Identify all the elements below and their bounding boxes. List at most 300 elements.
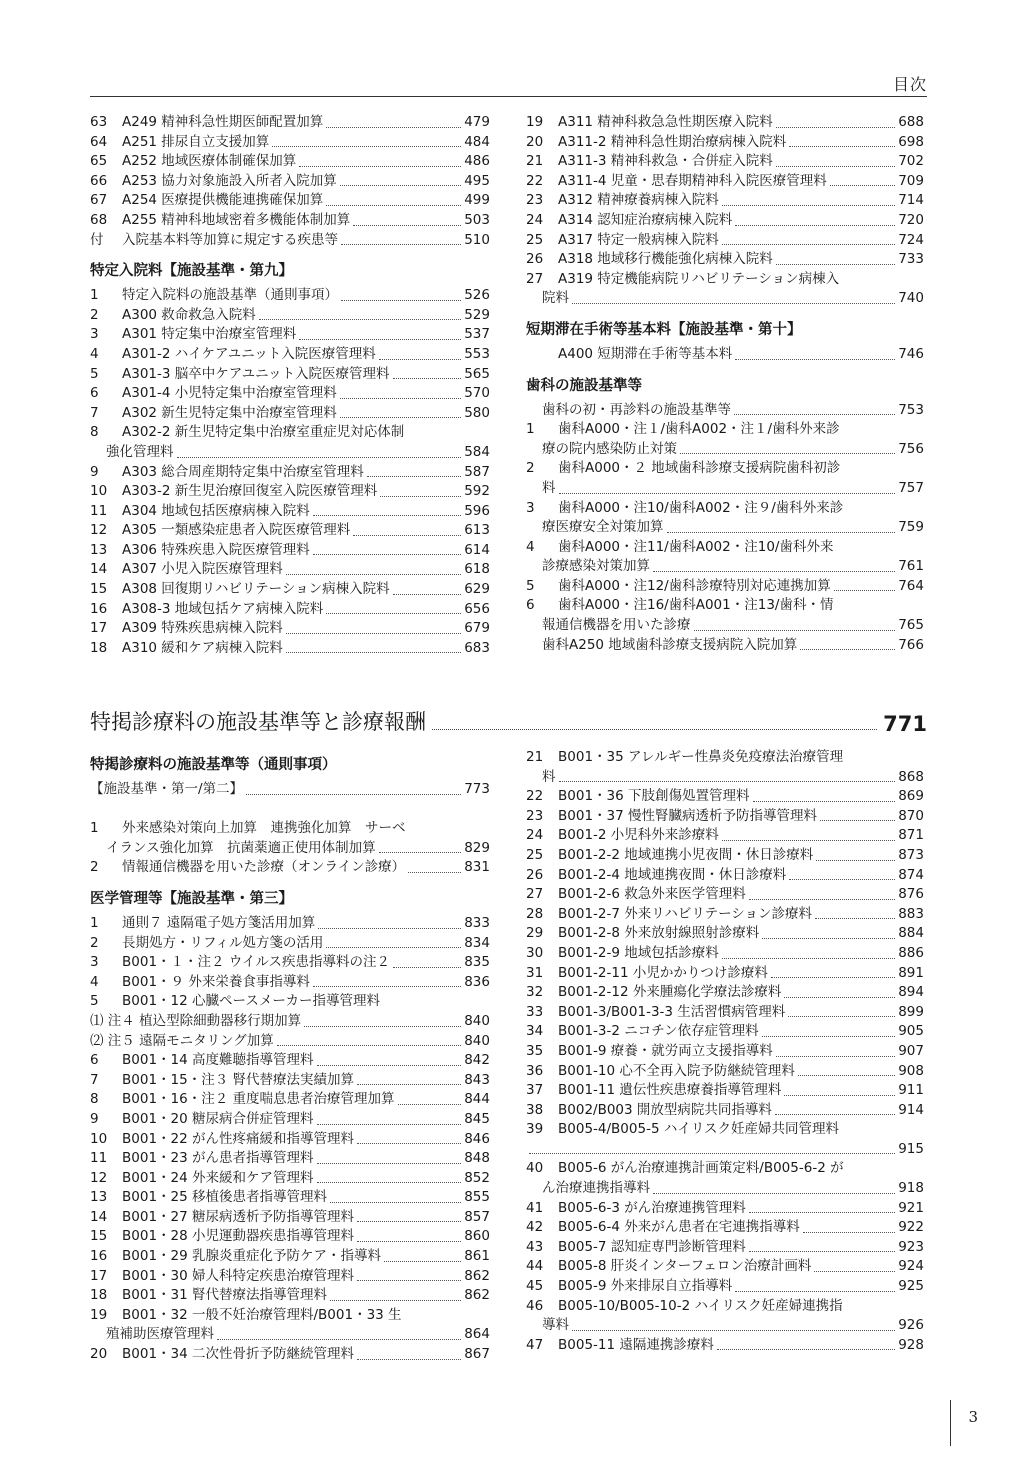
entry-number: 17 — [90, 620, 108, 637]
entry-title: B001・12 心臓ペースメーカー指導管理料 — [122, 993, 381, 1010]
entry-title: B001・34 二次性骨折予防継続管理料 — [122, 1346, 354, 1363]
entry-number: 32 — [526, 984, 544, 1001]
leader-dots — [776, 166, 895, 167]
leader-dots — [277, 1045, 461, 1046]
entry-title: B001-10 心不全再入院予防継続管理料 — [558, 1062, 795, 1079]
entry-title: 診療感染対策加算 — [542, 558, 650, 575]
entry-title: B001・36 下肢創傷処置管理料 — [558, 788, 750, 805]
entry-page: 587 — [464, 463, 490, 480]
entry-title: 歯科A000・注11/歯科A002・注10/歯科外来 — [558, 538, 834, 555]
toc-entry — [90, 819, 490, 839]
entry-title: B001・32 一般不妊治療管理料/B001・33 生 — [122, 1306, 402, 1323]
leader-dots — [559, 493, 896, 494]
header-rule — [90, 96, 927, 97]
leader-dots — [384, 1261, 461, 1262]
entry-title: 歯科A000・注１/歯科A002・注１/歯科外来診 — [558, 421, 840, 438]
toc-entry — [90, 443, 490, 463]
toc-entry — [90, 934, 490, 954]
entry-number: 19 — [90, 1306, 108, 1323]
toc-entry — [526, 1022, 924, 1042]
entry-page: 861 — [464, 1248, 490, 1265]
entry-title: 歯科A000・２ 地域歯科診療支援病院歯科初診 — [558, 460, 841, 477]
entry-title: B001・14 高度難聴指導管理料 — [122, 1052, 314, 1069]
leader-dots — [304, 1026, 461, 1027]
entry-number: 41 — [526, 1199, 544, 1216]
toc-entry — [90, 1267, 490, 1287]
leader-dots — [529, 1153, 895, 1154]
toc-entry — [90, 1188, 490, 1208]
entry-number: 38 — [526, 1101, 544, 1118]
entry-number: 5 — [90, 993, 99, 1010]
entry-title: B002/B003 開放型病院共同指導料 — [558, 1101, 772, 1118]
leader-dots — [653, 1193, 895, 1194]
toc-entry — [90, 423, 490, 443]
entry-page: 764 — [898, 577, 924, 594]
entry-title: A304 地域包括医療病棟入院料 — [122, 502, 310, 519]
entry-page: 914 — [898, 1101, 924, 1118]
entry-page: 870 — [898, 807, 924, 824]
entry-number: 1 — [90, 287, 99, 304]
entry-number: 23 — [526, 807, 544, 824]
entry-page: 479 — [464, 114, 490, 130]
toc-entry — [90, 1071, 490, 1091]
toc-entry — [526, 1081, 924, 1101]
entry-title: A314 認知症治療病棟入院料 — [558, 211, 733, 228]
entry-number: 28 — [526, 905, 544, 922]
entry-number: 35 — [526, 1042, 544, 1059]
toc-entry — [90, 1090, 490, 1110]
toc-entry — [90, 1325, 490, 1345]
toc-entry — [526, 191, 924, 211]
toc-entry — [526, 1179, 924, 1199]
entry-title: B001-2-11 小児かかりつけ診療料 — [558, 964, 768, 981]
toc-entry — [526, 152, 924, 172]
leader-dots — [177, 457, 462, 458]
entry-page: 495 — [464, 172, 490, 189]
entry-title: B001・27 糖尿病透析予防指導管理料 — [122, 1208, 354, 1225]
entry-page: 831 — [464, 859, 490, 876]
leader-dots — [299, 166, 461, 167]
entry-title: B001・23 がん患者指導管理料 — [122, 1150, 314, 1167]
entry-page: 911 — [898, 1082, 924, 1099]
leader-dots — [776, 264, 895, 265]
entry-page: 907 — [898, 1042, 924, 1059]
entry-number: 12 — [90, 1169, 108, 1186]
entry-page: 702 — [898, 153, 924, 170]
entry-number: 7 — [90, 404, 99, 421]
leader-dots — [299, 339, 461, 340]
toc-entry — [90, 133, 490, 153]
toc-entry — [526, 768, 924, 788]
toc-column-2-left — [90, 744, 490, 1365]
entry-title: A318 地域移行機能強化病棟入院料 — [558, 251, 773, 268]
entry-number: 16 — [90, 1248, 108, 1265]
entry-page: 883 — [898, 905, 924, 922]
entry-page: 894 — [898, 984, 924, 1001]
entry-title: B001・24 外来緩和ケア管理料 — [122, 1169, 314, 1186]
entry-page: 840 — [464, 1032, 490, 1049]
entry-page: 848 — [464, 1150, 490, 1167]
toc-entry — [90, 953, 490, 973]
toc-entry — [526, 1316, 924, 1336]
entry-title: イランス強化加算 抗菌薬適正使用体制加算 — [106, 839, 376, 856]
entry-title: A249 精神科急性期医師配置加算 — [122, 114, 324, 130]
entry-page: 834 — [464, 934, 490, 951]
entry-page: 499 — [464, 192, 490, 209]
entry-title: 通則７ 遠隔電子処方箋活用加算 — [122, 914, 316, 931]
leader-dots — [317, 1124, 462, 1125]
entry-number: 66 — [90, 172, 108, 189]
entry-number: 4 — [90, 973, 99, 990]
leader-dots — [286, 633, 461, 634]
entry-page: 905 — [898, 1023, 924, 1040]
entry-page: 924 — [898, 1258, 924, 1275]
toc-entry — [90, 1208, 490, 1228]
leader-dots — [330, 1300, 461, 1301]
toc-entry — [526, 596, 924, 616]
toc-entry — [90, 1247, 490, 1267]
entry-number: 付 — [90, 231, 104, 248]
entry-page: 761 — [898, 558, 924, 575]
toc-entry — [90, 600, 490, 620]
leader-dots — [734, 414, 895, 415]
leader-dots — [798, 1075, 895, 1076]
entry-number: 6 — [90, 1052, 99, 1069]
entry-title: B005-4/B005-5 ハイリスク妊産婦共同管理料 — [558, 1121, 840, 1138]
entry-page: 857 — [464, 1208, 490, 1225]
entry-page: 845 — [464, 1110, 490, 1127]
entry-page: 867 — [464, 1346, 490, 1363]
entry-number: 29 — [526, 925, 544, 942]
toc-entry — [90, 1149, 490, 1169]
toc-entry — [526, 401, 924, 421]
leader-dots — [318, 928, 461, 929]
entry-title: 【施設基準・第一/第二】 — [90, 781, 244, 797]
entry-number: 15 — [90, 581, 108, 598]
entry-title: A319 特定機能病院リハビリテーション病棟入 — [558, 270, 840, 287]
entry-title: ⑴ 注４ 植込型除細動器移行期加算 — [90, 1012, 302, 1029]
toc-column-1-left — [90, 113, 490, 658]
toc-entry — [90, 113, 490, 133]
toc-entry — [526, 231, 924, 251]
entry-title: B005-8 肝炎インターフェロン治療計画料 — [558, 1258, 812, 1275]
toc-entry — [90, 482, 490, 502]
entry-number: 10 — [90, 1130, 108, 1147]
entry-title: B001・30 婦人科特定疾患治療管理料 — [122, 1267, 354, 1284]
page-number: 3 — [968, 1408, 978, 1426]
entry-page: 852 — [464, 1169, 490, 1186]
entry-page: 503 — [464, 211, 490, 228]
toc-entry — [90, 541, 490, 561]
entry-number: 1 — [526, 421, 535, 438]
leader-dots — [749, 899, 895, 900]
toc-entry — [526, 1277, 924, 1297]
entry-page: 537 — [464, 326, 490, 343]
entry-title: 歯科A250 地域歯科診療支援病院入院加算 — [542, 636, 798, 653]
entry-title: A311-3 精神科救急・合併症入院料 — [558, 153, 773, 170]
toc-entry — [526, 846, 924, 866]
toc-entry — [90, 1306, 490, 1326]
entry-page: 833 — [464, 914, 490, 931]
entry-title: A255 精神科地域密着多機能体制加算 — [122, 211, 351, 228]
entry-title: 殖補助医療管理料 — [106, 1326, 214, 1343]
entry-page: 746 — [898, 345, 924, 362]
toc-entry — [90, 619, 490, 639]
entry-page: 553 — [464, 345, 490, 362]
toc-entry — [526, 577, 924, 597]
leader-dots — [572, 303, 895, 304]
toc-entry — [526, 983, 924, 1003]
entry-title: A311-4 児童・思春期精神科入院医療管理料 — [558, 172, 827, 189]
entry-number: 25 — [526, 231, 544, 248]
entry-number: 23 — [526, 192, 544, 209]
entry-page: 529 — [464, 306, 490, 323]
toc-entry — [526, 905, 924, 925]
leader-dots — [357, 1359, 461, 1360]
entry-number: 8 — [90, 1091, 99, 1108]
leader-dots — [259, 319, 461, 320]
leader-dots — [408, 872, 461, 873]
entry-title: 報通信機器を用いた診療 — [542, 617, 691, 634]
leader-dots — [762, 1036, 896, 1037]
entry-page: 580 — [464, 404, 490, 421]
entry-page: 844 — [464, 1091, 490, 1108]
entry-page: 565 — [464, 365, 490, 382]
toc-entry — [90, 365, 490, 385]
entry-title: A308-3 地域包括ケア病棟入院料 — [122, 600, 324, 617]
entry-title: A303 総合周産期特定集中治療室管理料 — [122, 463, 364, 480]
toc-entry — [90, 1130, 490, 1150]
entry-page: 724 — [898, 231, 924, 248]
entry-page: 842 — [464, 1052, 490, 1069]
entry-number: 5 — [526, 577, 535, 594]
leader-dots — [313, 986, 461, 987]
entry-number: 47 — [526, 1336, 544, 1353]
entry-page: 876 — [898, 886, 924, 903]
toc-entry — [526, 616, 924, 636]
toc-entry — [526, 172, 924, 192]
entry-number: 20 — [526, 133, 544, 150]
leader-dots — [398, 1104, 462, 1105]
leader-dots — [340, 398, 461, 399]
entry-page: 915 — [898, 1140, 924, 1157]
entry-page: 709 — [898, 172, 924, 189]
entry-page: 584 — [464, 443, 490, 460]
entry-title: A302 新生児特定集中治療室管理料 — [122, 404, 337, 421]
entry-title: B001-2-4 地域連携夜間・休日診療料 — [558, 866, 787, 883]
entry-title: 外来感染対策向上加算 連携強化加算 サーベ — [122, 820, 406, 837]
entry-number: 44 — [526, 1258, 544, 1275]
entry-title: B001-2 小児科外来診療料 — [558, 827, 719, 844]
entry-number: 4 — [90, 345, 99, 362]
leader-dots — [317, 1182, 462, 1183]
toc-entry — [526, 748, 924, 768]
toc-entry — [90, 502, 490, 522]
leader-dots — [820, 820, 895, 821]
toc-entry — [526, 518, 924, 538]
entry-title: A254 医療提供機能連携確保加算 — [122, 192, 324, 209]
toc-entry — [526, 420, 924, 440]
toc-entry — [90, 521, 490, 541]
toc-entry — [90, 1032, 490, 1052]
toc-entry — [90, 1110, 490, 1130]
entry-number: 6 — [90, 385, 99, 402]
toc-entry — [526, 1297, 924, 1317]
toc-entry — [90, 973, 490, 993]
leader-dots — [803, 1232, 895, 1233]
toc-entry — [526, 499, 924, 519]
leader-dots — [776, 127, 895, 128]
entry-title: A301 特定集中治療室管理料 — [122, 326, 297, 343]
entry-number: 64 — [90, 133, 108, 150]
entry-page: 864 — [464, 1326, 490, 1343]
entry-title: 導料 — [542, 1317, 569, 1334]
leader-dots — [326, 205, 461, 206]
entry-number: 34 — [526, 1023, 544, 1040]
toc-entry — [90, 384, 490, 404]
entry-title: A302-2 新生児特定集中治療室重症児対応体制 — [122, 424, 405, 441]
entry-page: 840 — [464, 1012, 490, 1029]
leader-dots — [357, 1143, 461, 1144]
toc-entry — [526, 211, 924, 231]
entry-number: 43 — [526, 1238, 544, 1255]
entry-title: B001-2-7 外来リハビリテーション診療料 — [558, 905, 813, 922]
leader-dots — [317, 1163, 462, 1164]
toc-entry — [526, 289, 924, 309]
leader-dots — [357, 1084, 461, 1085]
entry-page: 836 — [464, 973, 490, 990]
entry-page: 510 — [464, 231, 490, 248]
entry-number: 42 — [526, 1219, 544, 1236]
entry-page: 765 — [898, 617, 924, 634]
entry-title: 強化管理料 — [106, 443, 174, 460]
entry-number: 22 — [526, 172, 544, 189]
entry-page: 714 — [898, 192, 924, 209]
entry-title: A311 精神科救急急性期医療入院料 — [558, 114, 773, 130]
entry-page: 873 — [898, 846, 924, 863]
leader-dots — [776, 1056, 895, 1057]
leader-dots — [317, 1065, 462, 1066]
entry-title: 療医療安全対策加算 — [542, 519, 664, 536]
toc-entry — [90, 172, 490, 192]
entry-title: B001-11 遺伝性疾患療養指導管理料 — [558, 1082, 782, 1099]
toc-entry — [526, 250, 924, 270]
toc-entry — [90, 639, 490, 659]
entry-number: 36 — [526, 1062, 544, 1079]
entry-title: A303-2 新生児治療回復室入院医療管理料 — [122, 483, 378, 500]
entry-number: 19 — [526, 114, 544, 130]
entry-number: 13 — [90, 1189, 108, 1206]
toc-entry — [526, 944, 924, 964]
toc-entry — [526, 345, 924, 365]
entry-number: 26 — [526, 251, 544, 268]
leader-dots — [653, 571, 895, 572]
entry-page: 862 — [464, 1267, 490, 1284]
section-heading — [90, 706, 927, 736]
entry-page: 592 — [464, 483, 490, 500]
entry-page: 484 — [464, 133, 490, 150]
entry-title: A307 小児入院医療管理料 — [122, 561, 283, 578]
entry-title: 長期処方・リフィル処方箋の活用 — [122, 934, 324, 951]
entry-number: 2 — [90, 859, 99, 876]
entry-title: 歯科A000・注16/歯科A001・注13/歯科・情 — [558, 597, 834, 614]
toc-entry — [90, 839, 490, 859]
entry-title: A301-2 ハイケアユニット入院医療管理料 — [122, 345, 376, 362]
entry-title: A300 救命救急入院料 — [122, 306, 256, 323]
entry-title: B001・９ 外来栄養食事指導料 — [122, 973, 310, 990]
entry-page: 918 — [898, 1180, 924, 1197]
entry-number: 16 — [90, 600, 108, 617]
entry-number: 2 — [90, 306, 99, 323]
toc-entry — [526, 557, 924, 577]
entry-page: 486 — [464, 153, 490, 170]
entry-title: B001-3-2 ニコチン依存症管理料 — [558, 1023, 759, 1040]
entry-page: 656 — [464, 600, 490, 617]
entry-number: 18 — [90, 639, 108, 656]
leader-dots — [326, 947, 461, 948]
toc-entry — [90, 560, 490, 580]
leader-dots — [722, 205, 895, 206]
entry-page: 886 — [898, 944, 924, 961]
entry-page: 759 — [898, 519, 924, 536]
toc-entry — [526, 964, 924, 984]
leader-dots — [722, 958, 895, 959]
entry-title: B001・20 糖尿病合併症管理料 — [122, 1110, 314, 1127]
leader-dots — [788, 1016, 895, 1017]
toc-entry — [90, 191, 490, 211]
toc-entry — [526, 459, 924, 479]
leader-dots — [432, 729, 877, 730]
entry-number: 40 — [526, 1160, 544, 1177]
leader-dots — [357, 1221, 461, 1222]
entry-title: B005-6 がん治療連携計画策定料/B005-6-2 が — [558, 1160, 844, 1177]
toc-entry — [90, 463, 490, 483]
leader-dots — [784, 997, 895, 998]
leader-dots — [313, 515, 461, 516]
leader-dots — [340, 185, 461, 186]
toc-entry — [90, 780, 490, 800]
entry-number: 6 — [526, 597, 535, 614]
entry-number: 39 — [526, 1121, 544, 1138]
entry-page: 618 — [464, 561, 490, 578]
entry-title: B005-6-4 外来がん患者在宅連携指導料 — [558, 1219, 800, 1236]
entry-number: 67 — [90, 192, 108, 209]
leader-dots — [341, 244, 461, 245]
entry-number: 8 — [90, 424, 99, 441]
entry-page: 926 — [898, 1317, 924, 1334]
leader-dots — [784, 1095, 895, 1096]
leader-dots — [667, 532, 896, 533]
entry-title: B001-2-8 外来放射線照射診療料 — [558, 925, 760, 942]
leader-dots — [680, 453, 895, 454]
toc-entry — [526, 270, 924, 290]
entry-number: 18 — [90, 1287, 108, 1304]
leader-dots — [789, 879, 895, 880]
toc-entry — [90, 914, 490, 934]
entry-number: 11 — [90, 1150, 108, 1167]
entry-number: 26 — [526, 866, 544, 883]
entry-title: B005-9 外来排尿自立指導料 — [558, 1278, 733, 1295]
entry-title: 療の院内感染防止対策 — [542, 440, 677, 457]
entry-page: 922 — [898, 1219, 924, 1236]
toc-entry — [526, 885, 924, 905]
toc-entry — [90, 286, 490, 306]
entry-page: 843 — [464, 1071, 490, 1088]
entry-number: 11 — [90, 502, 108, 519]
entry-title: A311-2 精神科急性期治療病棟入院料 — [558, 133, 787, 150]
entry-page: 835 — [464, 954, 490, 971]
entry-title: A305 一類感染症患者入院医療管理料 — [122, 522, 351, 539]
